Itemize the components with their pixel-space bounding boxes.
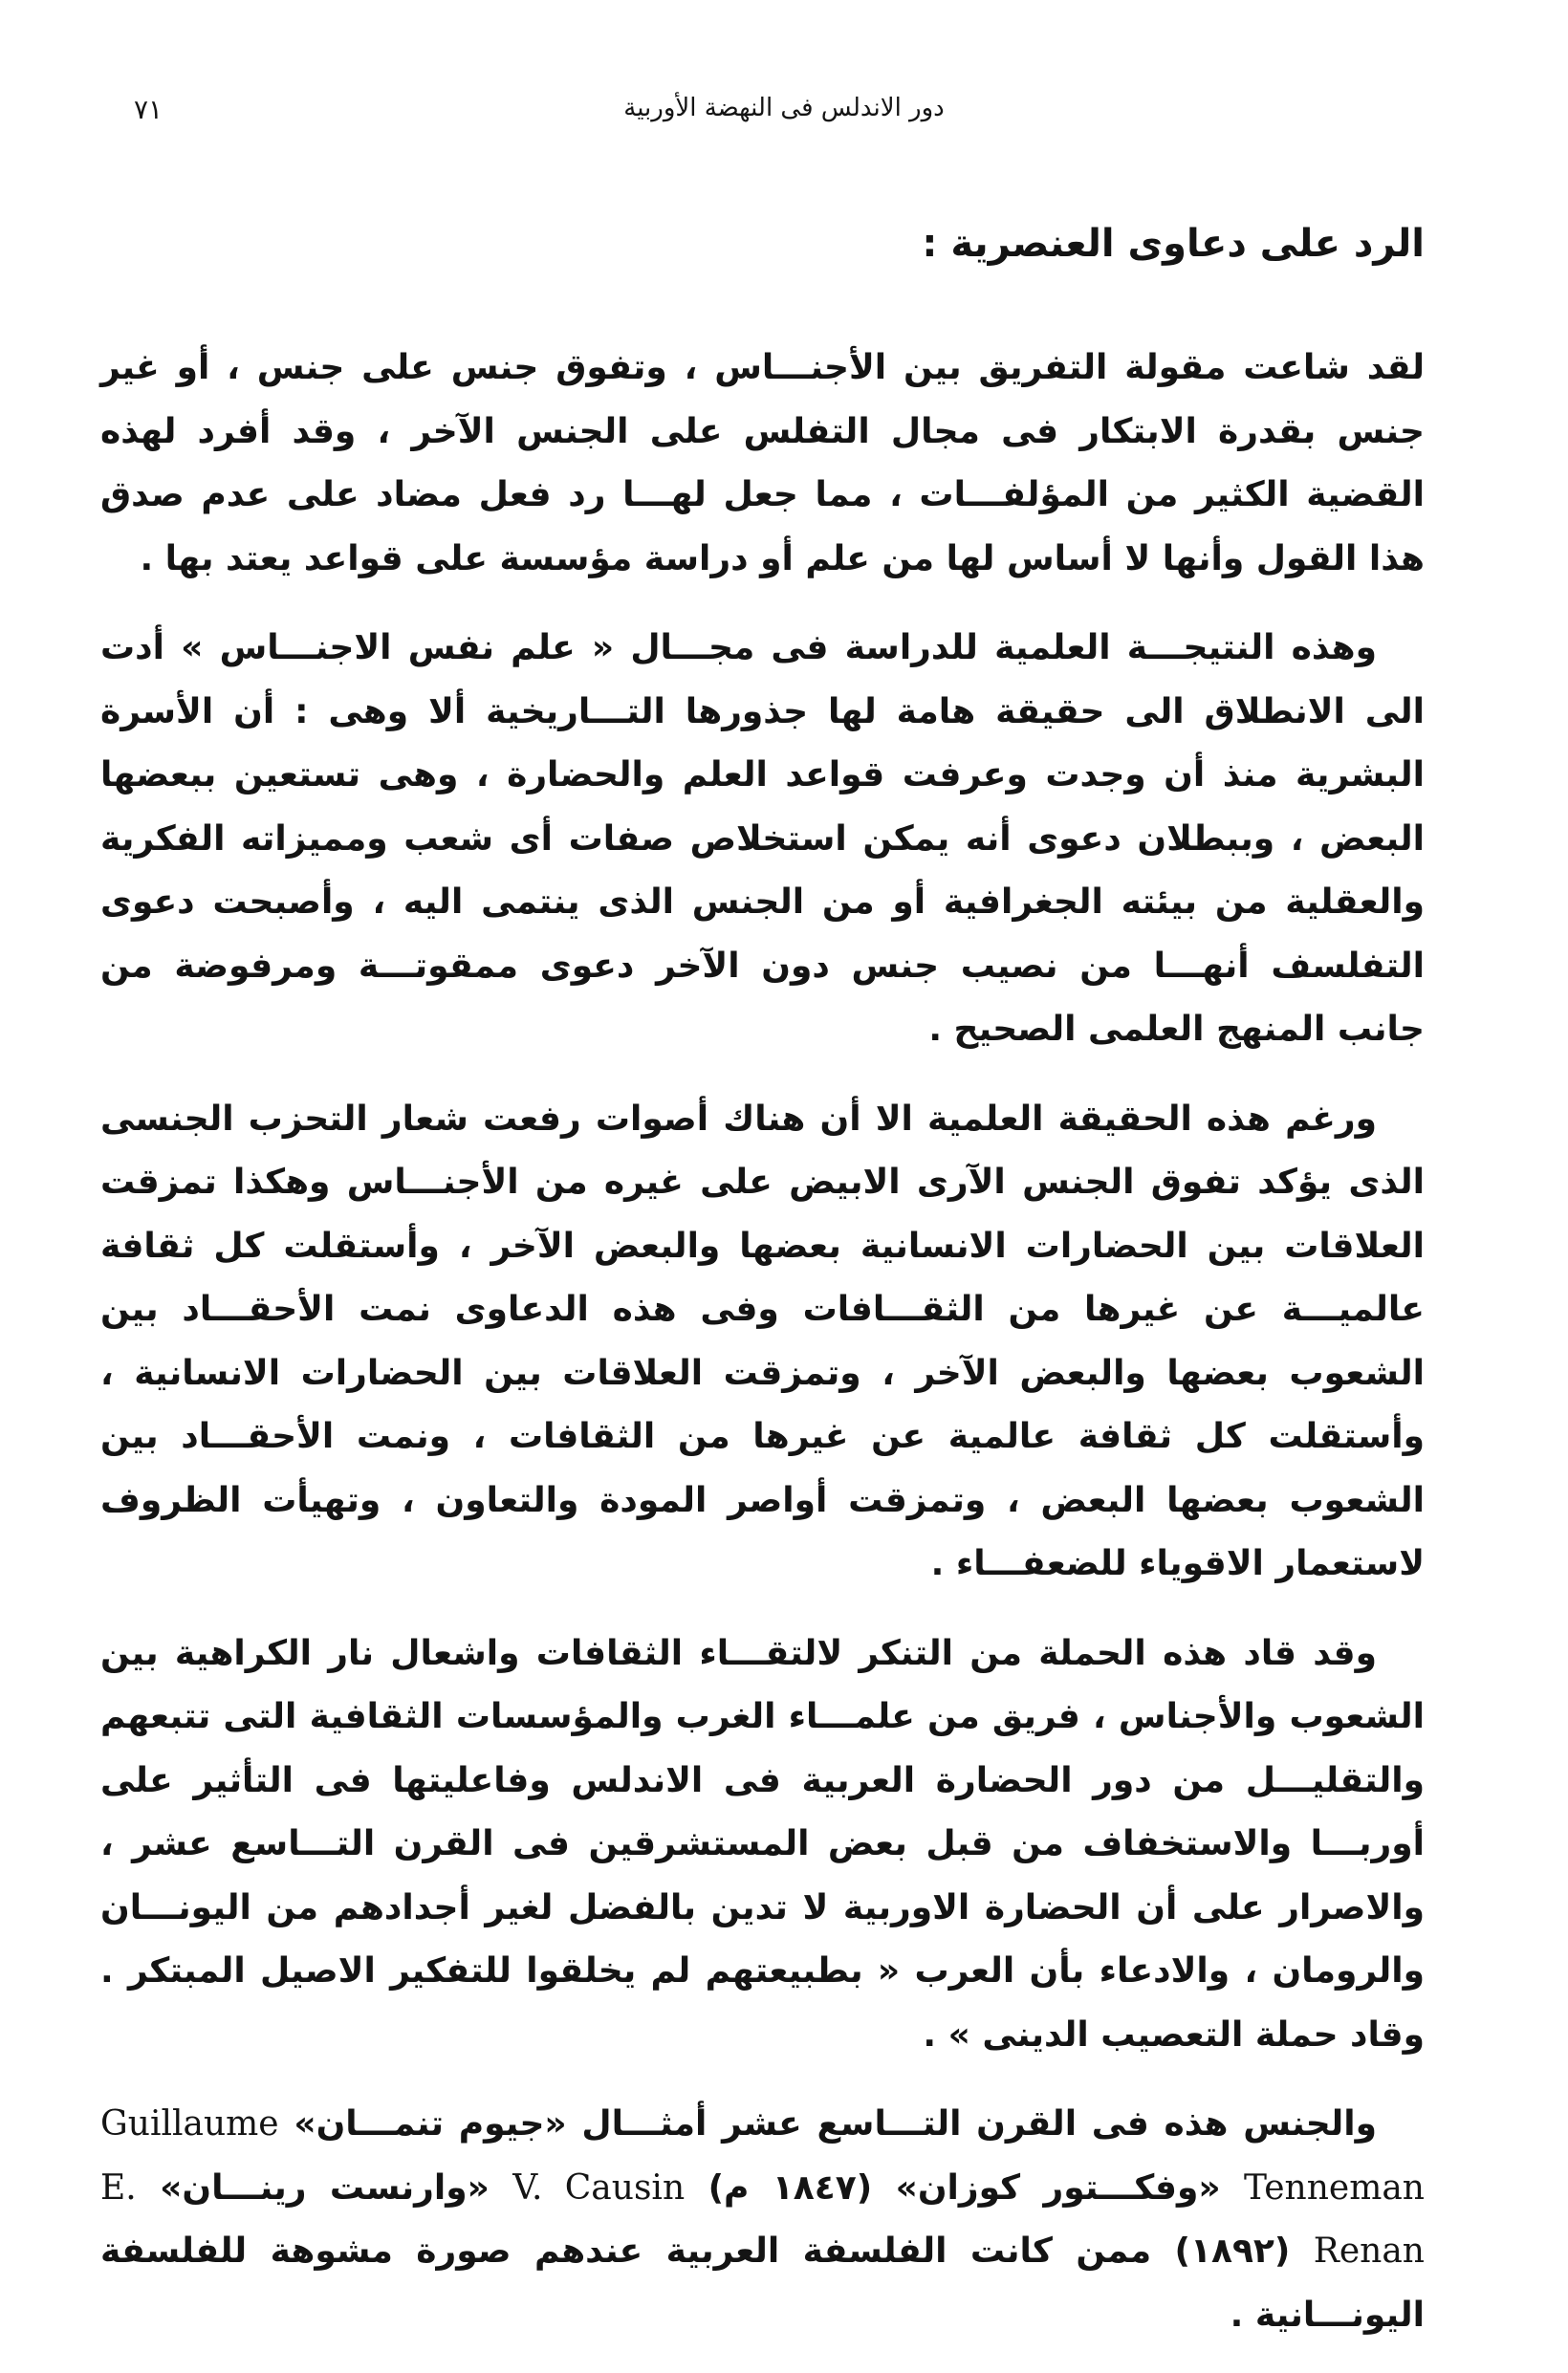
paragraph-4: وقد قاد هذه الحملة من التنكر لالتقـــاء الثقافات واشعال نار الكراهية بين الشعوب والأجناس ، فريق من علمـــاء الغرب والمؤسسات الثقافية التى تتبعهم والتقليـــل من دور الحضارة العربية فى الاندلس وفاعليتها فى التأثير على أوربـــا والاستخفاف من قبل بعض المستشرقين فى القرن التـــاسع عشر ، والاصرار على أن الحضارة الاوربية لا تدين بالفضل لغير أجدادهم من اليونـــان والرومان ، والادعاء بأن العرب « بطبيعتهم لم يخلقوا للتفكير الاصيل المبتكر . وقاد حملة التعصيب الدينى » . <box>100 1633 1425 2055</box>
section-title: الرد على دعاوى العنصرية : <box>922 222 1425 266</box>
body-text <box>100 337 1425 2373</box>
paragraph-5-part-4: (١٨٩٢) ممن كانت الفلسفة العربية عندهم صورة مشوهة للفلسفة اليونـــانية . <box>100 2231 1425 2335</box>
page-number: ٧١ <box>134 94 163 125</box>
paragraph-5 <box>100 2093 1425 2347</box>
latin-name-tenneman: Guillaume Tenneman <box>100 2104 1425 2208</box>
running-header <box>134 94 1434 142</box>
paragraph-5-part-2: «وفكـــتور كوزان» (١٨٤٧ م) <box>708 2167 1221 2208</box>
running-title: دور الاندلس فى النهضة الأوربية <box>623 94 945 122</box>
paragraph-5-part-3: «وارنست رينـــان» <box>160 2167 490 2208</box>
latin-name-renan: E. Renan <box>100 2167 1425 2271</box>
latin-name-causin: V. Causin <box>512 2167 686 2208</box>
paragraph-3: ورغم هذه الحقيقة العلمية الا أن هناك أصوات رفعت شعار التحزب الجنسى الذى يؤكد تفوق الجنس الآرى الابيض على غيره من الأجنـــاس وهكذا تمزقت العلاقات بين الحضارات الانسانية بعضها والبعض الآخر ، وأستقلت كل ثقافة عالميـــة عن غيرها من الثقـــافات وفى هذه الدعاوى نمت الأحقـــاد بين الشعوب بعضها والبعض الآخر ، وتمزقت العلاقات بين الحضارات الانسانية ، وأستقلت كل ثقافة عالمية عن غيرها من الثقافات ، ونمت الأحقـــاد بين الشعوب بعضها البعض ، وتمزقت أواصر المودة والتعاون ، وتهيأت الظروف لاستعمار الاقوياء للضعفـــاء . <box>100 1099 1425 1583</box>
paragraph-1: لقد شاعت مقولة التفريق بين الأجنـــاس ، وتفوق جنس على جنس ، أو غير جنس بقدرة الابتكار فى مجال التفلس على الجنس الآخر ، وقد أفرد لهذه القضية الكثير من المؤلفـــات ، مما جعل لهـــا رد فعل مضاد على عدم صدق هذا القول وأنها لا أساس لها من علم أو دراسة مؤسسة على قواعد يعتد بها . <box>100 348 1425 578</box>
paragraph-5-part-1: والجنس هذه فى القرن التـــاسع عشر أمثـــال «جيوم تنمـــان» <box>294 2104 1377 2144</box>
paragraph-2: وهذه النتيجـــة العلمية للدراسة فى مجـــال « علم نفس الاجنـــاس » أدت الى الانطلاق الى حقيقة هامة لها جذورها التـــاريخية ألا وهى : أن الأسرة البشرية منذ أن وجدت وعرفت قواعد العلم والحضارة ، وهى تستعين ببعضها البعض ، وببطلان دعوى أنه يمكن استخلاص صفات أى شعب ومميزاته الفكرية والعقلية من بيئته الجغرافية أو من الجنس الذى ينتمى اليه ، وأصبحت دعوى التفلسف أنهـــا من نصيب جنس دون الآخر دعوى ممقوتـــة ومرفوضة من جانب المنهج العلمى الصحيح . <box>100 628 1425 1049</box>
